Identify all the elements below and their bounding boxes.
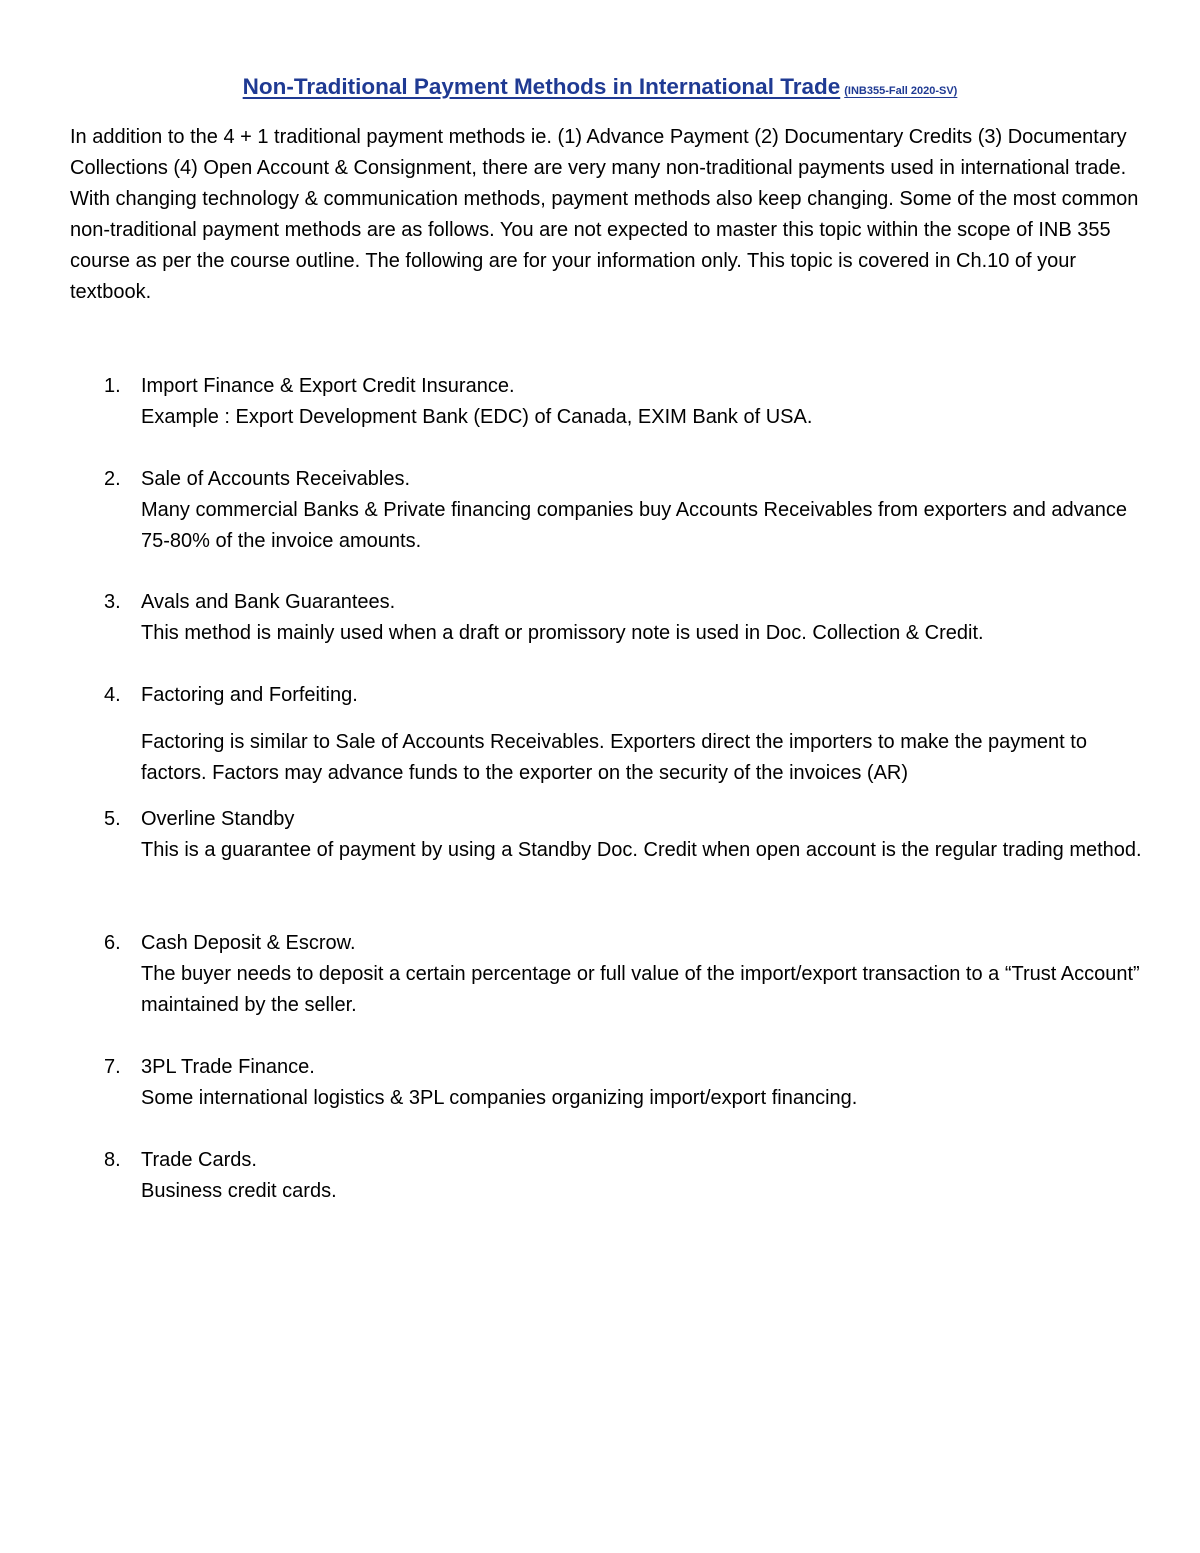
list-item-detail: Business credit cards. xyxy=(141,1180,337,1202)
spacer xyxy=(141,711,1144,727)
list-item-heading: 3PL Trade Finance. xyxy=(141,1056,315,1078)
list-item-heading: Import Finance & Export Credit Insurance. xyxy=(141,375,515,397)
list-item xyxy=(104,928,1144,1021)
document-title-line xyxy=(0,74,1200,100)
list-item xyxy=(104,804,1144,866)
list-item-detail: The buyer needs to deposit a certain percentage or full value of the import/export transaction to a “Trust Account” maintained by the seller. xyxy=(141,963,1140,1016)
list-item-heading: Sale of Accounts Receivables. xyxy=(141,468,411,490)
list-item-heading: Cash Deposit & Escrow. xyxy=(141,932,356,954)
list-item-heading: Avals and Bank Guarantees. xyxy=(141,591,396,613)
list-item-number: 6. xyxy=(104,932,121,954)
intro-text: In addition to the 4 + 1 traditional payment methods ie. (1) Advance Payment (2) Documentary Credits (3) Documentary Collections (4) Open Account & Consignment, there are very many non-traditional payments used in international trade. With changing technology & communication methods, payment methods also keep changing. Some of the most common non-traditional payment methods are as follows. You are not expected to master this topic within the scope of INB 355 course as per the course outline. The following are for your information only. This topic is covered in Ch.10 of your textbook. xyxy=(70,126,1139,303)
document-title: Non-Traditional Payment Methods in International Trade xyxy=(242,74,841,99)
list-item-number: 8. xyxy=(104,1149,121,1171)
list-item xyxy=(104,371,1144,433)
list-item xyxy=(104,1052,1144,1114)
list-item xyxy=(104,1145,1144,1207)
list-item-number: 5. xyxy=(104,808,121,830)
list-item-number: 2. xyxy=(104,468,121,490)
list-item-number: 4. xyxy=(104,684,121,706)
list-item-number: 1. xyxy=(104,375,121,397)
list-item-detail: Some international logistics & 3PL companies organizing import/export financing. xyxy=(141,1087,858,1109)
list-item-detail: This is a guarantee of payment by using a Standby Doc. Credit when open account is the regular trading method. xyxy=(141,839,1142,861)
list-item-detail: Factoring is similar to Sale of Accounts Receivables. Exporters direct the importers to make the payment to factors. Factors may advance funds to the exporter on the security of the invoices (AR) xyxy=(141,731,1087,784)
list-item xyxy=(104,680,1144,789)
course-tag: (INB355-Fall 2020-SV) xyxy=(844,85,958,97)
list-item-heading: Overline Standby xyxy=(141,808,295,830)
list-item-heading: Trade Cards. xyxy=(141,1149,257,1171)
list-item-number: 3. xyxy=(104,591,121,613)
list-item xyxy=(104,464,1144,557)
list-item xyxy=(104,587,1144,649)
list-item-detail: Example : Export Development Bank (EDC) of Canada, EXIM Bank of USA. xyxy=(141,406,813,428)
list-item-heading: Factoring and Forfeiting. xyxy=(141,684,358,706)
list-item-detail: This method is mainly used when a draft or promissory note is used in Doc. Collection & Credit. xyxy=(141,622,984,644)
list-item-detail: Many commercial Banks & Private financing companies buy Accounts Receivables from exporters and advance 75-80% of the invoice amounts. xyxy=(141,499,1128,552)
intro-paragraph xyxy=(70,122,1140,308)
list-item-number: 7. xyxy=(104,1056,121,1078)
